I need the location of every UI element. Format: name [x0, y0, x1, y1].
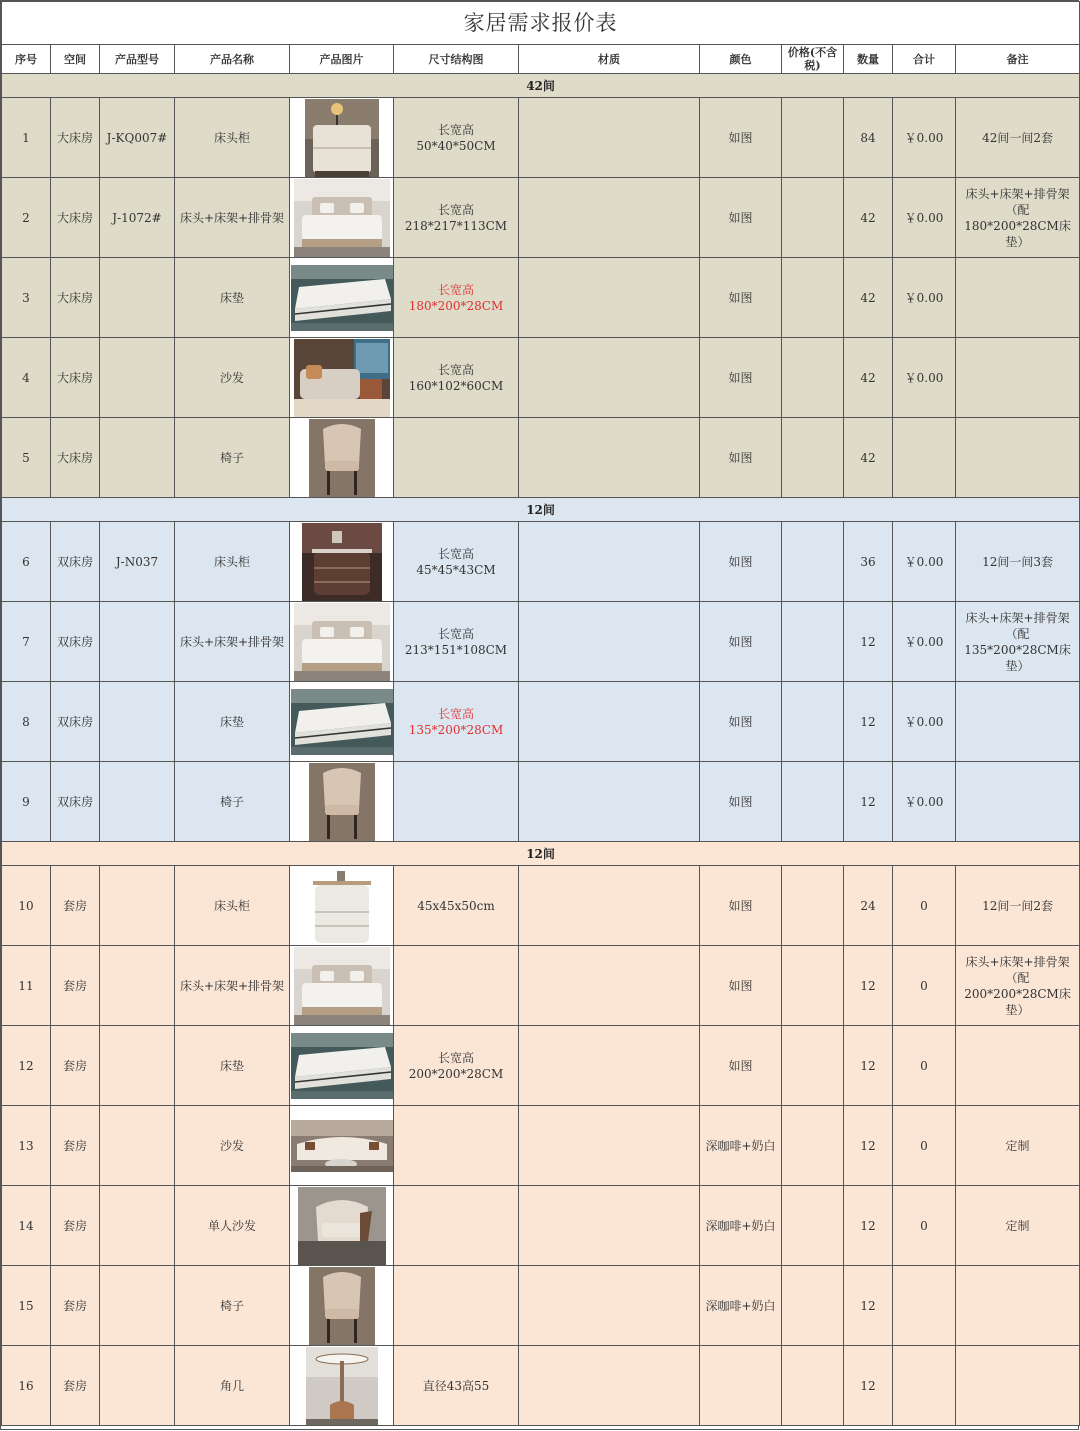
cell-product-image — [290, 602, 394, 682]
cell-color: 如图 — [700, 418, 782, 498]
cell-note — [956, 1346, 1080, 1426]
cell-color: 如图 — [700, 522, 782, 602]
cell-total: 0 — [893, 1106, 956, 1186]
mattress-photo — [290, 265, 393, 331]
header-cell: 产品图片 — [290, 45, 394, 74]
cell-no: 4 — [2, 338, 51, 418]
cell-product-image — [290, 1106, 394, 1186]
cell-size — [394, 762, 519, 842]
size-line-1: 长宽高 — [437, 282, 474, 297]
cell-qty: 42 — [844, 258, 893, 338]
cell-qty: 24 — [844, 866, 893, 946]
cell-model: J-N037 — [100, 522, 175, 602]
cell-color: 如图 — [700, 1026, 782, 1106]
cell-price — [782, 1106, 844, 1186]
cell-space: 套房 — [51, 1346, 100, 1426]
cell-no: 6 — [2, 522, 51, 602]
mattress-photo — [290, 1033, 393, 1099]
cell-product-name: 沙发 — [175, 1106, 290, 1186]
cell-qty: 42 — [844, 418, 893, 498]
size-line-1: 长宽高 — [437, 546, 474, 561]
cell-model — [100, 1346, 175, 1426]
cell-material — [519, 1186, 700, 1266]
cell-model — [100, 1026, 175, 1106]
cell-product-name: 床头柜 — [175, 98, 290, 178]
cell-model — [100, 866, 175, 946]
cell-size — [394, 946, 519, 1026]
cell-no: 16 — [2, 1346, 51, 1426]
cell-no: 3 — [2, 258, 51, 338]
cell-material — [519, 762, 700, 842]
cell-no: 8 — [2, 682, 51, 762]
header-cell: 合计 — [893, 45, 956, 74]
cell-price — [782, 946, 844, 1026]
cell-material — [519, 866, 700, 946]
header-row — [2, 45, 1080, 74]
cell-total — [893, 1266, 956, 1346]
cell-material — [519, 1266, 700, 1346]
cell-model — [100, 1186, 175, 1266]
cell-product-image — [290, 1346, 394, 1426]
cell-note — [956, 1266, 1080, 1346]
size-line-1: 长宽高 — [437, 202, 474, 217]
cell-note: 床头+床架+排骨架（配200*200*28CM床垫） — [956, 946, 1080, 1026]
section-label: 12间 — [2, 842, 1080, 866]
size-line-1: 直径43高55 — [422, 1378, 490, 1393]
size-line-1: 长宽高 — [437, 706, 474, 721]
cell-price — [782, 866, 844, 946]
cell-material — [519, 1106, 700, 1186]
cell-qty: 12 — [844, 1106, 893, 1186]
cell-color: 如图 — [700, 258, 782, 338]
size-line-1: 长宽高 — [437, 1050, 474, 1065]
section-header-row — [2, 842, 1080, 866]
cell-qty: 12 — [844, 1026, 893, 1106]
cell-color: 如图 — [700, 602, 782, 682]
cell-model — [100, 1106, 175, 1186]
cell-note — [956, 682, 1080, 762]
header-cell: 尺寸结构图 — [394, 45, 519, 74]
cell-product-image — [290, 522, 394, 602]
sofa-photo — [290, 339, 393, 417]
header-cell: 序号 — [2, 45, 51, 74]
cell-product-image — [290, 946, 394, 1026]
size-line-2: 45*45*43CM — [416, 562, 496, 577]
size-line-1: 45x45x50cm — [417, 898, 495, 913]
cell-product-name: 沙发 — [175, 338, 290, 418]
section-label: 12间 — [2, 498, 1080, 522]
table-row — [2, 98, 1080, 178]
cell-price — [782, 98, 844, 178]
cell-total — [893, 418, 956, 498]
cell-qty: 12 — [844, 946, 893, 1026]
cell-space: 双床房 — [51, 762, 100, 842]
cell-color: 如图 — [700, 178, 782, 258]
cell-product-image — [290, 418, 394, 498]
cell-size — [394, 1266, 519, 1346]
cell-size — [394, 682, 519, 762]
cell-note: 床头+床架+排骨架（配180*200*28CM床垫） — [956, 178, 1080, 258]
table-row — [2, 602, 1080, 682]
cell-model — [100, 418, 175, 498]
header-cell: 颜色 — [700, 45, 782, 74]
cell-no: 7 — [2, 602, 51, 682]
size-line-2: 135*200*28CM — [408, 722, 504, 737]
table-row — [2, 1026, 1080, 1106]
armchair-photo — [290, 1187, 393, 1265]
curved-sofa-photo — [290, 1120, 393, 1172]
cell-no: 1 — [2, 98, 51, 178]
header-cell: 产品型号 — [100, 45, 175, 74]
cell-space: 双床房 — [51, 602, 100, 682]
cell-space: 套房 — [51, 946, 100, 1026]
size-line-1: 长宽高 — [437, 362, 474, 377]
table-row — [2, 522, 1080, 602]
cell-no: 11 — [2, 946, 51, 1026]
cell-material — [519, 946, 700, 1026]
cell-model: J-KQ007# — [100, 98, 175, 178]
cell-color: 深咖啡+奶白 — [700, 1186, 782, 1266]
cell-total: 0 — [893, 946, 956, 1026]
table-body — [2, 74, 1080, 1426]
cell-note — [956, 338, 1080, 418]
cell-product-image — [290, 762, 394, 842]
cell-qty: 36 — [844, 522, 893, 602]
cell-space: 大床房 — [51, 98, 100, 178]
cell-product-name: 床垫 — [175, 258, 290, 338]
cell-material — [519, 1346, 700, 1426]
table-row — [2, 866, 1080, 946]
mattress-photo — [290, 689, 393, 755]
cell-price — [782, 1186, 844, 1266]
cell-note: 定制 — [956, 1186, 1080, 1266]
cell-no: 5 — [2, 418, 51, 498]
cell-product-name: 床垫 — [175, 1026, 290, 1106]
cell-color: 如图 — [700, 866, 782, 946]
cell-model — [100, 258, 175, 338]
cell-price — [782, 602, 844, 682]
cell-price — [782, 338, 844, 418]
table-row — [2, 418, 1080, 498]
cell-space: 大床房 — [51, 178, 100, 258]
cell-product-image — [290, 258, 394, 338]
cell-size — [394, 178, 519, 258]
cell-note: 定制 — [956, 1106, 1080, 1186]
cell-material — [519, 522, 700, 602]
cell-product-image — [290, 1266, 394, 1346]
table-row — [2, 946, 1080, 1026]
cell-note: 42间一间2套 — [956, 98, 1080, 178]
cell-model — [100, 682, 175, 762]
cell-qty: 12 — [844, 1186, 893, 1266]
cell-color: 如图 — [700, 946, 782, 1026]
cell-space: 大床房 — [51, 258, 100, 338]
cell-size — [394, 418, 519, 498]
sheet-title: 家居需求报价表 — [2, 2, 1080, 45]
cell-size — [394, 1186, 519, 1266]
chair-photo — [290, 419, 393, 497]
cell-product-image — [290, 682, 394, 762]
table-row — [2, 1266, 1080, 1346]
cell-price — [782, 1346, 844, 1426]
cell-product-image — [290, 338, 394, 418]
header-cell: 产品名称 — [175, 45, 290, 74]
cell-size — [394, 338, 519, 418]
cell-no: 10 — [2, 866, 51, 946]
cell-material — [519, 682, 700, 762]
cell-size — [394, 866, 519, 946]
cell-qty: 84 — [844, 98, 893, 178]
cell-color: 如图 — [700, 762, 782, 842]
cell-space: 双床房 — [51, 522, 100, 602]
table-row — [2, 178, 1080, 258]
cell-space: 双床房 — [51, 682, 100, 762]
size-line-1: 长宽高 — [437, 626, 474, 641]
cell-qty: 12 — [844, 682, 893, 762]
white-nightstand-photo — [290, 867, 393, 945]
bed-photo — [290, 947, 393, 1025]
table-row — [2, 762, 1080, 842]
size-line-2: 200*200*28CM — [408, 1066, 504, 1081]
cell-color: 深咖啡+奶白 — [700, 1106, 782, 1186]
bed-photo — [290, 603, 393, 681]
bed-photo — [290, 179, 393, 257]
cell-qty: 12 — [844, 762, 893, 842]
cell-total: 0 — [893, 1186, 956, 1266]
cell-price — [782, 418, 844, 498]
cell-material — [519, 338, 700, 418]
cell-note: 12间一间2套 — [956, 866, 1080, 946]
cell-no: 9 — [2, 762, 51, 842]
cell-total: ￥0.00 — [893, 98, 956, 178]
section-header-row — [2, 498, 1080, 522]
cell-material — [519, 1026, 700, 1106]
cell-price — [782, 258, 844, 338]
cell-product-name: 床头+床架+排骨架 — [175, 946, 290, 1026]
chair-photo — [290, 763, 393, 841]
cell-material — [519, 602, 700, 682]
side-table-photo — [290, 1347, 393, 1425]
cell-qty: 42 — [844, 338, 893, 418]
cell-material — [519, 258, 700, 338]
cell-note: 12间一间3套 — [956, 522, 1080, 602]
cell-total: ￥0.00 — [893, 762, 956, 842]
cell-size — [394, 522, 519, 602]
cell-total: ￥0.00 — [893, 522, 956, 602]
size-line-2: 160*102*60CM — [408, 378, 504, 393]
round-nightstand-photo — [290, 523, 393, 601]
cell-space: 套房 — [51, 1266, 100, 1346]
cell-note: 床头+床架+排骨架（配135*200*28CM床垫） — [956, 602, 1080, 682]
cell-space: 大床房 — [51, 338, 100, 418]
cell-total: 0 — [893, 866, 956, 946]
cell-total: ￥0.00 — [893, 682, 956, 762]
cell-size — [394, 1026, 519, 1106]
cell-size — [394, 1106, 519, 1186]
cell-material — [519, 178, 700, 258]
cell-product-name: 椅子 — [175, 418, 290, 498]
cell-model — [100, 762, 175, 842]
cell-product-name: 床头+床架+排骨架 — [175, 178, 290, 258]
size-line-2: 50*40*50CM — [416, 138, 496, 153]
cell-model — [100, 1266, 175, 1346]
header-cell: 数量 — [844, 45, 893, 74]
cell-note — [956, 418, 1080, 498]
cell-no: 14 — [2, 1186, 51, 1266]
cell-total: ￥0.00 — [893, 338, 956, 418]
cell-product-image — [290, 98, 394, 178]
cell-product-name: 椅子 — [175, 762, 290, 842]
cell-size — [394, 602, 519, 682]
nightstand-photo — [290, 99, 393, 177]
table-row — [2, 1346, 1080, 1426]
cell-space: 套房 — [51, 1186, 100, 1266]
cell-price — [782, 1266, 844, 1346]
cell-model — [100, 946, 175, 1026]
size-line-1: 长宽高 — [437, 122, 474, 137]
cell-qty: 12 — [844, 1266, 893, 1346]
cell-color: 如图 — [700, 338, 782, 418]
cell-color: 如图 — [700, 98, 782, 178]
cell-price — [782, 762, 844, 842]
cell-space: 大床房 — [51, 418, 100, 498]
header-cell: 备注 — [956, 45, 1080, 74]
size-line-2: 218*217*113CM — [404, 218, 508, 233]
section-header-row — [2, 74, 1080, 98]
size-line-2: 213*151*108CM — [404, 642, 508, 657]
cell-qty: 12 — [844, 602, 893, 682]
header-cell: 空间 — [51, 45, 100, 74]
cell-price — [782, 178, 844, 258]
cell-material — [519, 418, 700, 498]
section-label: 42间 — [2, 74, 1080, 98]
cell-product-name: 角几 — [175, 1346, 290, 1426]
cell-product-image — [290, 178, 394, 258]
table-row — [2, 258, 1080, 338]
cell-space: 套房 — [51, 866, 100, 946]
cell-total: ￥0.00 — [893, 178, 956, 258]
cell-product-name: 椅子 — [175, 1266, 290, 1346]
header-cell: 价格(不含税) — [782, 45, 844, 74]
size-line-2: 180*200*28CM — [408, 298, 504, 313]
cell-model — [100, 602, 175, 682]
cell-no: 2 — [2, 178, 51, 258]
cell-product-name: 单人沙发 — [175, 1186, 290, 1266]
cell-model — [100, 338, 175, 418]
cell-product-image — [290, 1026, 394, 1106]
table-row — [2, 1186, 1080, 1266]
cell-size — [394, 98, 519, 178]
cell-space: 套房 — [51, 1106, 100, 1186]
header-cell: 材质 — [519, 45, 700, 74]
cell-color: 如图 — [700, 682, 782, 762]
cell-qty: 12 — [844, 1346, 893, 1426]
cell-space: 套房 — [51, 1026, 100, 1106]
table-row — [2, 338, 1080, 418]
cell-note — [956, 258, 1080, 338]
cell-color: 深咖啡+奶白 — [700, 1266, 782, 1346]
table-row — [2, 1106, 1080, 1186]
cell-note — [956, 762, 1080, 842]
cell-product-name: 床垫 — [175, 682, 290, 762]
cell-qty: 42 — [844, 178, 893, 258]
table-row — [2, 682, 1080, 762]
cell-product-name: 床头+床架+排骨架 — [175, 602, 290, 682]
cell-total: ￥0.00 — [893, 258, 956, 338]
cell-size — [394, 1346, 519, 1426]
cell-product-image — [290, 1186, 394, 1266]
chair-photo — [290, 1267, 393, 1345]
cell-color — [700, 1346, 782, 1426]
quotation-table — [1, 1, 1080, 1426]
cell-size — [394, 258, 519, 338]
cell-note — [956, 1026, 1080, 1106]
cell-total — [893, 1346, 956, 1426]
cell-product-name: 床头柜 — [175, 522, 290, 602]
cell-product-image — [290, 866, 394, 946]
cell-price — [782, 1026, 844, 1106]
cell-no: 12 — [2, 1026, 51, 1106]
cell-total: 0 — [893, 1026, 956, 1106]
cell-price — [782, 522, 844, 602]
cell-model: J-1072# — [100, 178, 175, 258]
cell-material — [519, 98, 700, 178]
cell-no: 15 — [2, 1266, 51, 1346]
cell-no: 13 — [2, 1106, 51, 1186]
cell-total: ￥0.00 — [893, 602, 956, 682]
cell-product-name: 床头柜 — [175, 866, 290, 946]
cell-price — [782, 682, 844, 762]
